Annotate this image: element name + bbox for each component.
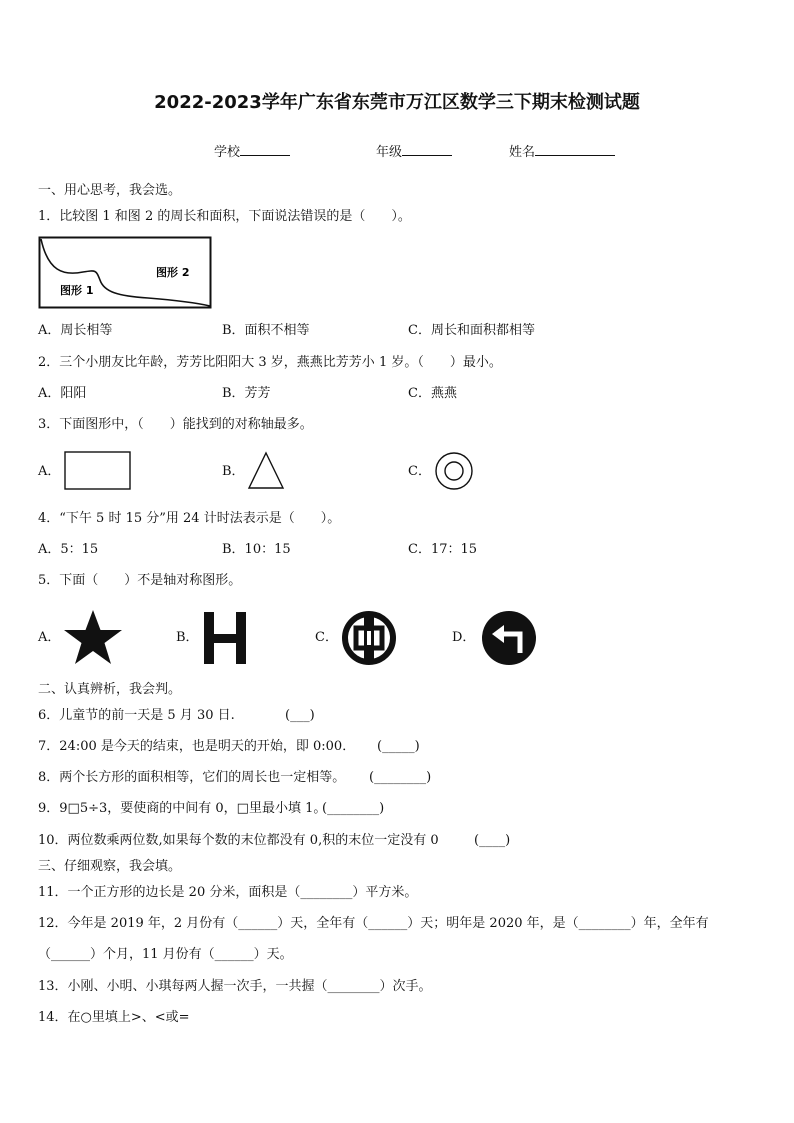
q5-option-c[interactable]: C． bbox=[315, 630, 338, 645]
q3-stem: 3．下面图形中，（ ）能找到的对称轴最多。 bbox=[38, 417, 313, 432]
grade-field[interactable] bbox=[376, 142, 452, 161]
q4-option-a[interactable]: A．5：15 bbox=[38, 542, 99, 557]
q2-option-b[interactable]: B．芳芳 bbox=[222, 386, 271, 401]
triangle-shape bbox=[246, 451, 286, 491]
q5-option-d[interactable]: D． bbox=[452, 630, 476, 645]
section-3-heading: 三、仔细观察，我会填。 bbox=[38, 859, 182, 874]
q3-option-b[interactable]: B． bbox=[222, 464, 245, 479]
concentric-circles-shape bbox=[434, 451, 474, 491]
q10-text: 10．两位数乘两位数,如果每个数的末位都没有 0,积的末位一定没有 0 bbox=[38, 833, 439, 848]
q5-stem: 5．下面（ ）不是轴对称图形。 bbox=[38, 573, 242, 588]
q13-text[interactable]: 13．小刚、小明、小琪每两人握一次手，一共握（________）次手。 bbox=[38, 979, 432, 994]
q3-option-c[interactable]: C． bbox=[408, 464, 431, 479]
q14-text: 14．在○里填上>、<或= bbox=[38, 1010, 190, 1025]
q7-text: 7．24:00 是今天的结束，也是明天的开始，即 0:00． bbox=[38, 739, 356, 754]
q6-answer-blank[interactable]: (___) bbox=[285, 708, 315, 723]
q1-figure bbox=[38, 236, 214, 310]
q1-fig2-label: 图形 2 bbox=[156, 266, 190, 279]
q1-option-a[interactable]: A．周长相等 bbox=[38, 323, 113, 338]
q12-line-2[interactable]: （______）个月，11 月份有（______）天。 bbox=[38, 947, 293, 962]
q1-option-b[interactable]: B．面积不相等 bbox=[222, 323, 310, 338]
q2-stem: 2．三个小朋友比年龄，芳芳比阳阳大 3 岁，燕燕比芳芳小 1 岁。（ ）最小。 bbox=[38, 355, 502, 370]
q4-option-c[interactable]: C．17：15 bbox=[408, 542, 478, 557]
grade-blank[interactable] bbox=[402, 142, 452, 156]
rectangle-shape bbox=[64, 451, 132, 491]
q8-text: 8．两个长方形的面积相等，它们的周长也一定相等。 bbox=[38, 770, 346, 785]
school-label: 学校 bbox=[214, 145, 241, 160]
q1-fig1-label: 图形 1 bbox=[60, 284, 94, 297]
q5-option-b[interactable]: B． bbox=[176, 630, 199, 645]
q11-text[interactable]: 11．一个正方形的边长是 20 分米，面积是（________）平方米。 bbox=[38, 885, 418, 900]
q1-option-c[interactable]: C．周长和面积都相等 bbox=[408, 323, 535, 338]
q4-option-b[interactable]: B．10：15 bbox=[222, 542, 291, 557]
grade-label: 年级 bbox=[376, 145, 403, 160]
name-blank[interactable] bbox=[535, 142, 615, 156]
q7-answer-blank[interactable]: (_____) bbox=[377, 739, 420, 754]
q2-option-a[interactable]: A．阳阳 bbox=[38, 386, 87, 401]
q9-text: 9．9□5÷3，要使商的中间有 0，□里最小填 1。 bbox=[38, 801, 327, 816]
school-field[interactable] bbox=[214, 142, 290, 161]
q4-stem: 4．“下午 5 时 15 分”用 24 计时法表示是（ ）。 bbox=[38, 511, 341, 526]
q8-answer-blank[interactable]: (________) bbox=[369, 770, 432, 785]
star-icon bbox=[62, 608, 124, 666]
q6-text: 6．儿童节的前一天是 5 月 30 日. bbox=[38, 708, 235, 723]
q9-answer-blank[interactable]: (________) bbox=[322, 801, 385, 816]
q12-line-1[interactable]: 12．今年是 2019 年，2 月份有（______）天，全年有（______）天；明年是 2020 年，是（________）年，全年有 bbox=[38, 916, 709, 931]
page-title: 2022-2023学年广东省东莞市万江区数学三下期末检测试题 bbox=[154, 92, 640, 113]
q2-option-c[interactable]: C．燕燕 bbox=[408, 386, 457, 401]
section-2-heading: 二、认真辨析，我会判。 bbox=[38, 682, 182, 697]
bank-logo-icon bbox=[341, 610, 397, 666]
q3-option-a[interactable]: A． bbox=[38, 464, 61, 479]
name-label: 姓名 bbox=[509, 145, 536, 160]
q10-answer-blank[interactable]: (____) bbox=[474, 833, 511, 848]
letter-h-icon bbox=[202, 611, 248, 665]
q1-stem: 1．比较图 1 和图 2 的周长和面积，下面说法错误的是（ ）。 bbox=[38, 209, 411, 224]
q5-option-a[interactable]: A． bbox=[38, 630, 61, 645]
section-1-heading: 一、用心思考，我会选。 bbox=[38, 183, 182, 198]
turn-left-sign-icon bbox=[480, 609, 538, 667]
school-blank[interactable] bbox=[240, 142, 290, 156]
name-field[interactable] bbox=[509, 142, 615, 161]
